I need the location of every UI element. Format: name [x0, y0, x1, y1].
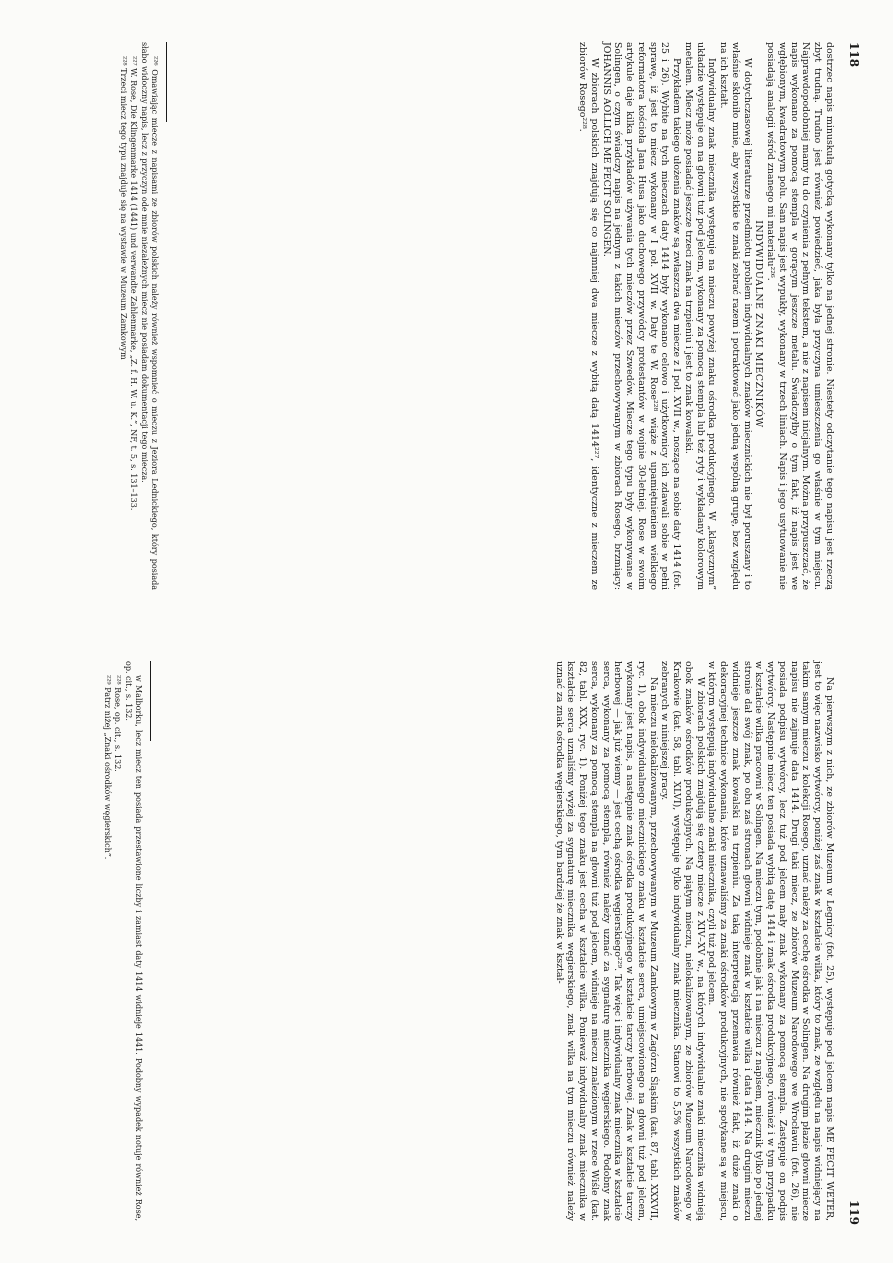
footnote: ²²⁸ Trzeci miecz tego typu znajduje się na wystawie w Muzeum Zamkowym — [119, 56, 129, 360]
footnote: ²²⁸ Rose, op. cit., s. 132. — [113, 675, 123, 772]
footnote: ²²⁷ W. Rose, Die Klingenmarke 1414 (1441) und verwandte Zahlenmarke, „Z. f. H. W. u. K.”, NF, t. 5, s. 131–133. — [129, 56, 139, 511]
paragraph: Na mieczu nielokalizowanym, przechowywanym w Muzeum Zamkowym w Zagórzu Śląskim (kat. 87, tabl. XXXVII, ryc. 1), obok indywidualnego miecznickiego znaku w kształcie serca, umiejscowionego na głowni tuż pod jelcem, wykonany jest napis, a następnie znak ośrodka produkcyjnego w kształcie tarczy herbowej. Znak w kształcie tarczy herbowej — jak już wiemy — jest cechą ośrodka węgierskiego²²⁹. Tak więc i indywidualny znak miecznika w kształcie serca, wykonany za pomocą stempla, również należy uznać za sygnaturę miecznika węgierskiego. Podobny znak serca, wykonany za pomocą stempla na głowni tuż pod jelcem, widnieje na mieczu znalezionym w rzece Wiśle (kat. 82, tabl. XXX, ryc. 1). Poniżej tego znaku jest cecha w kształcie wilka. Ponieważ indywidualny znak miecznika w kształcie serca uznaliśmy wyżej za sygnaturę miecznika węgierskiego, znak wilka na tym mieczu również należy uznać za znak ośrodka węgierskiego, tym bardziej że znak w kształ- — [553, 661, 659, 1221]
page-body — [577, 42, 836, 590]
footnotes — [102, 661, 151, 1221]
paragraph: W zbiorach polskich znajdują się co najmniej dwa miecze z wybitą datą 1414²²⁷, identyczne z mieczem ze zbiorów Rosego²²⁸. — [577, 42, 600, 590]
paragraph: Indywidualny znak miecznika występuje na mieczu powyżej znaku ośrodka produkcyjnego. W „klasycznym” układzie występuje on na głowni tuż pod jelcem, wykonany za pomocą stempla lub też ryty i wykładany kolorowym metalem. Miecz może posiadać jeszcze trzeci znak na trzpieniu i jest to znak kowalski. — [683, 42, 718, 590]
page-body — [553, 661, 835, 1221]
paragraph: W zbiorach polskich znajdują się cztery miecze z XIV–XV w., na których indywidualne znaki miecznika widnieją obok znaków ośrodków produkcyjnych. Na piątym mieczu, nielokalizowanym, ze zbiorów Muzeum Narodowego w Krakowie (kat. 58, tabl. XLVI), występuje tylko indywidualny znak miecznika. Stanowi to 5,5% wszystkich znaków zebranych w niniejszej pracy. — [659, 661, 706, 1221]
page-left — [0, 0, 893, 630]
footnote-rule — [150, 661, 151, 741]
paragraph: Na pierwszym z nich, ze zbiorów Muzeum w Legnicy (fot. 25), występuje pod jelcem napis ME FECIT WETER, jest to więc nazwisko wytwórcy, poniżej zaś znak w kształcie wilka, który to znak, ze względu na napis widniejący na takim samym mieczu z kolekcji Rosego, uznać należy za cechę ośrodka w Solingen. Na drugim płazie głowni miecze napisu nie zajmuje data 1414. Drugi taki miecz, ze zbiorów Muzeum Narodowego we Wrocławiu (fot. 26), nie posiada podpisu wytwórcy, lecz tuż pod jelcem mały znak wykonany za pomocą stempla. Zastępuje on podpis wytwórcy. Następnie miecz ten posiada wybitą datę 1414 i znak ośrodka produkcyjnego, również i w tym przypadku w kształcie wilka pracowni w Solingen. Na mieczu tym, podobnie jak i na mieczu z napisem, miecznik tylko po jednej stronie dał swój znak, po obu zaś stronach głowni widnieje znak w kształcie wilka i data 1414. Na drugim mieczu widnieje jeszcze znak kowalski na trzpieniu. Za taką interpretacją przemawia również fakt, iż duże znaki o dekoracyjnej technice wykonania, które uznawaliśmy za znaki ośrodków produkcyjnych, nie spotykane są w miejscu, w którym występują indywidualne znaki miecznika, czyli tuż pod jelcem. — [706, 661, 835, 1221]
paragraph: Przykładem takiego ułożenia znaków są zwłaszcza dwa miecze z I poł. XVII w., noszące na sobie daty 1414 (fot. 25 i 26). Wybite na tych mieczach daty 1414 były wykonano celowo i użytkownicy ich zdawali sobie w pełni sprawę, iż jest to miecz wykonany w I poł. XVII w. Daty te W. Rose²²⁸ wiąże z upamiętnieniem wielkiego reformatora kościoła Jana Husa jako duchowego przywódcy protestantów w wojnie 30-letniej. Rose w swoim artykule daje kilka przykładów używania tych mieczów przez Szwedów. Miecze tego typu były wykonywane w Solingen, o czym świadczy napis na jednym z takich mieczów przechowywanym w zbiorach Rosego, brzmiący: JOHANNIS AOLLICH ME FECIT SOLINGEN. — [600, 42, 683, 590]
footnote: ²²⁶ Omawiając miecze z napisami ze zbiorów polskich należy również wspomnieć o mieczu z Jeziora Lednickiego, który posiada słabo widoczny napis, lecz z przyczyn ode mnie niezależnych miecz nie posiadam dokumentacji tego miecza. — [139, 42, 159, 590]
paragraph: W dotychczasowej literaturze przedmiotu problem indywidualnych znaków miecznickich nie był poruszany i to właśnie skłoniło mnie, aby wszystkie te znaki zebrać razem i potraktować jako jedną wspólną grupę, bez względu na ich kształt. — [718, 42, 753, 590]
footnotes — [118, 42, 167, 590]
footnote-rule — [166, 42, 167, 122]
footnote: ²²⁹ Patrz niżej „Znaki ośrodków węgierskich”. — [103, 675, 113, 860]
page-number: 119 — [847, 1199, 861, 1225]
page-number: 118 — [847, 42, 861, 68]
footnote: w Malborku, lecz miecz ten posiada przestawione liczby i zamiast daty 1414 widnieje 1441. Podobny wypadek notuje również Rose, op. cit., s. 132. — [123, 661, 143, 1221]
section-heading: INDYWIDUALNE ZNAKI MIECZNIKÓW — [753, 220, 765, 428]
intro-paragraph: dostrzec napis minuskułą gotycką wykonany tylko na jednej stronie. Niestety odczytanie tego napisu jest rzeczą zbyt trudną. Trudno jest również powiedzieć, jaka była przyczyna umieszczenia go właśnie w tym miejscu. Najprawdopodobniej mamy tu do czynienia z pełnym tekstem, a nie z napisem inicjalnym. Można przypuszczać, że napis wykonano za pomocą stempla w gorącym jeszcze metalu. Świadczyłby o tym fakt, iż napis jest we wgłębionym, kwadratowym polu. Sam napis jest wypukły, wykonany w trzech liniach. Napis i jego usytuowanie nie posiadają analogii wśród znanego mi materiału²²⁶. — [765, 42, 835, 590]
page-right — [0, 633, 893, 1263]
